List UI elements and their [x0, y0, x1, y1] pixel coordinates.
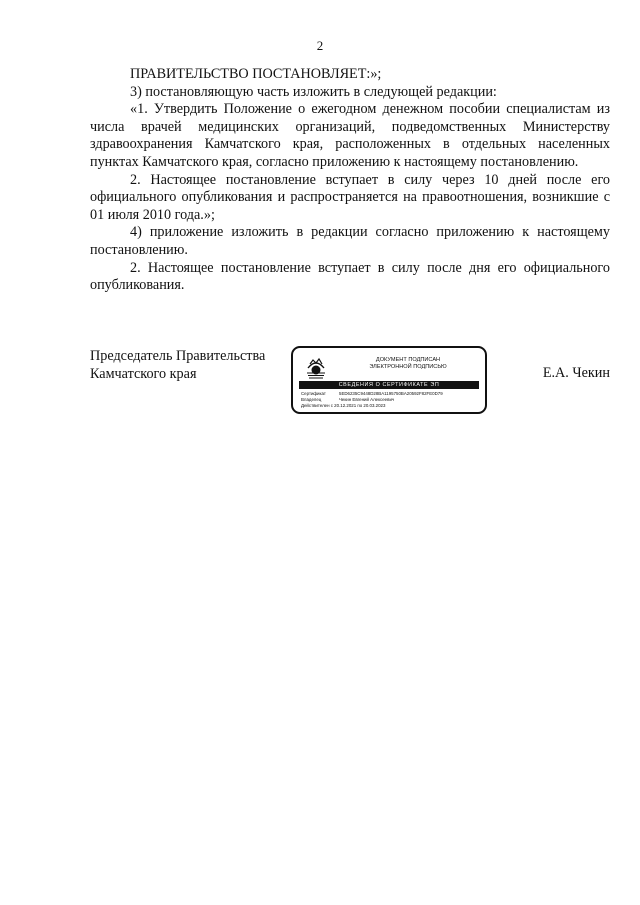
paragraph-3: «1. Утвердить Положение о ежегодном денежном пособии специалистам из числа врачей медицинских организаций, подведомственных Министерству здравоохранения Камчатского края, расположенных в отдельных населенных пунктах Камчатского края, согласно приложению к настоящему постановлению. [90, 101, 610, 170]
signatory-position [90, 348, 265, 383]
owner-value: Чекин Евгений Алексеевич [339, 397, 395, 402]
signatory-position-line2: Камчатского края [90, 365, 197, 382]
owner-label: Владелец [301, 397, 322, 402]
document-body [90, 66, 610, 295]
signatory-name: Е.А. Чекин [542, 365, 610, 381]
stamp-certificate-header: СВЕДЕНИЯ О СЕРТИФИКАТЕ ЭП [299, 381, 479, 389]
paragraph-4: 2. Настоящее постановление вступает в силу через 10 дней после его официального опубликования и распространяется на правоотношения, возникшие с 01 июля 2010 года.»; [90, 171, 610, 223]
stamp-owner-row [301, 397, 394, 402]
certificate-label: Сертификат [301, 391, 326, 396]
electronic-signature-stamp [291, 346, 487, 414]
stamp-certificate-row [301, 391, 443, 396]
stamp-title-line1: ДОКУМЕНТ ПОДПИСАН [375, 357, 441, 363]
stamp-validity-row: Действителен с 20.12.2021 по 20.03.2023 [301, 403, 386, 408]
page-number: 2 [316, 38, 324, 53]
paragraph-1: ПРАВИТЕЛЬСТВО ПОСТАНОВЛЯЕТ:»; [130, 66, 382, 82]
emblem-icon [303, 354, 329, 380]
signatory-position-line1: Председатель Правительства [90, 348, 266, 364]
paragraph-2: 3) постановляющую часть изложить в следующей редакции: [130, 83, 497, 100]
stamp-title-line2: ЭЛЕКТРОННОЙ ПОДПИСЬЮ [369, 364, 447, 370]
stamp-title [335, 357, 481, 371]
paragraph-6: 2. Настоящее постановление вступает в силу после дня его официального опубликования. [90, 259, 610, 294]
paragraph-5: 4) приложение изложить в редакции согласно приложению к настоящему постановлению. [90, 224, 610, 258]
certificate-value: 5ED6235C9448D28BA1195750BA20592F82FE0D79 [339, 391, 443, 396]
